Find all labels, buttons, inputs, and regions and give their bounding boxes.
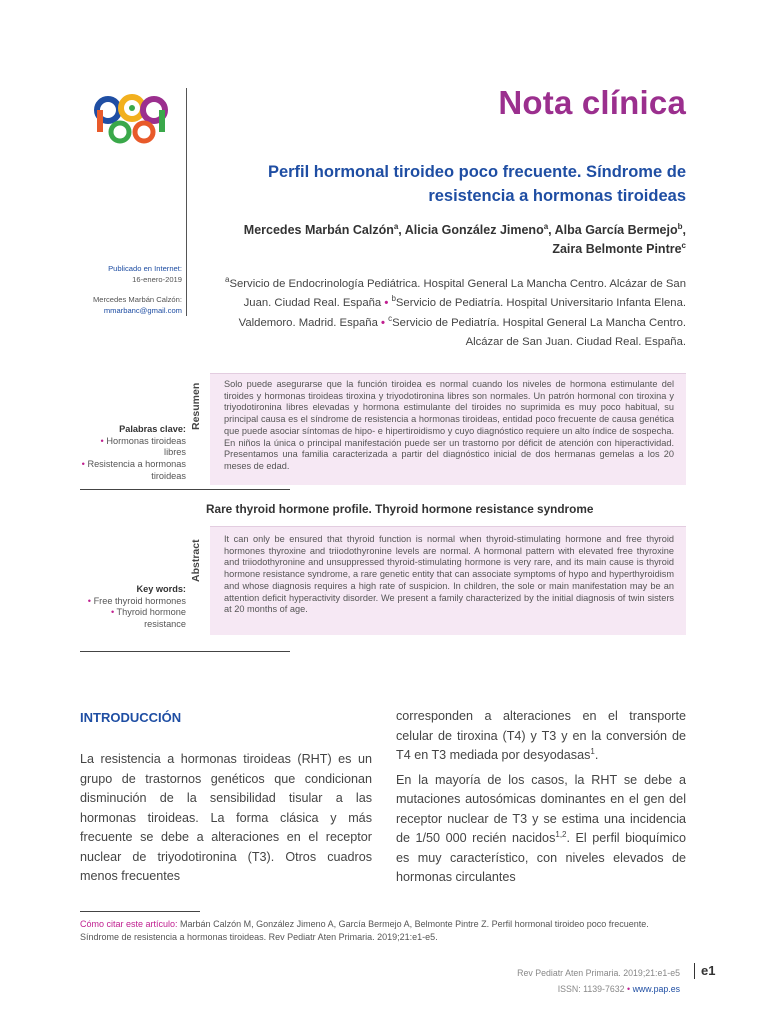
issn: ISSN: 1139-7632	[557, 983, 625, 994]
abstract-keywords: Key words: • Free thyroid hormones • Thyroid hormone resistance	[87, 584, 186, 630]
resumen-keywords: Palabras clave: • Hormonas tiroideas libres • Resistencia a hormonas tiroideas	[81, 424, 186, 481]
resumen-text: Solo puede asegurarse que la función tiroidea es normal cuando los niveles de hormona estimulante del tiroides y hormonas tiroideas tiroxina y triyodotironina libres son normales. Un patrón hormonal con tiroxina y triyodotironina libres elevadas y hormona estimulante del tiroides no suprimida es muy poco habitual, su principal causa es el síndrome de resistencia a hormonas tiroideas, entidad poco frecuente de causa genética que puede asociar síntomas de hipo- e hipertiroidismo y cuyo diagnóstico requiere un alto índice de sospecha. En niños la única o principal manifestación puede ser un trastorno por déficit de atención con hiperactividad. Presentamos una familia caracterizada a partir del diagnóstico inicial de dos hermanas gemelas a los 20 meses de edad.	[224, 379, 674, 471]
abstract-box	[210, 526, 686, 635]
journal-reference: Rev Pediatr Aten Primaria. 2019;21:e1-e5	[517, 968, 680, 978]
citation-text: Marbán Calzón M, González Jimeno A, García Bermejo A, Belmonte Pintre Z. Perfil hormonal tiroideo poco frecuente. Síndrome de resistencia a hormonas tiroideas. Rev Pediatr Aten Primaria. 2019;21:e1-e5.	[80, 919, 649, 942]
abstract-text: It can only be ensured that thyroid function is normal when thyroid-stimulating hormone and free thyroid hormones thyroxine and triiodothyronine levels are normal. A hormonal pattern with elevated free thyroxine and triiodothyronine and unsuppressed thyroid-stimulating hormone is very rare, and its main cause is thyroid hormone resistance syndrome, a rare genetic entity that can associate symptoms of hypo and hyperthyroidism and whose diagnosis requires a high rate of suspicion. In children, the sole or main manifestation may be an attention deficit hyperactivity disorder. We present a family characterized by the initial diagnosis of twin sisters at 20 months of age.	[224, 534, 674, 615]
header-divider	[186, 88, 187, 316]
introduction-heading: INTRODUCCIÓN	[80, 710, 182, 725]
footnote-rule	[80, 911, 200, 912]
affiliations: $^a$Servicio de Endocrinología Pediátrica. Hospital General La Mancha Centro. Alcázar de San Juan. Ciudad Real. España • $^b$Servicio de Pediatría. Hospital Universitario Infanta Elena. Valdemoro. Madrid. España • $^c$Servicio de Pediatría. Hospital General La Mancha Centro. Alcázar de San Juan. Ciudad Real. España.	[225, 275, 686, 348]
resumen-label: Resumen	[190, 382, 202, 430]
footer-info: Rev Pediatr Aten Primaria. 2019;21:e1-e5 ISSN: 1139-7632 • www.pap.es	[517, 968, 680, 994]
abstract-label: Abstract	[190, 539, 202, 582]
intro-paragraph-2: corresponden a alteraciones en el transporte celular de tiroxina (T4) y T3 y en la conversión de T4 en T3 mediada por desyodasas$^1$.	[396, 709, 686, 762]
journal-logo	[92, 86, 172, 146]
contact-email[interactable]: mmarbanc@gmail.com	[103, 305, 182, 315]
intro-paragraph-1: La resistencia a hormonas tiroideas (RHT) es un grupo de trastornos genéticos que condicionan disminución de la sensibilidad tisular a las hormonas tiroideas. La forma clásica y más frecuente se debe a alteraciones en el receptor nuclear de triyodotironina (T3). Otros cuadros menos frecuentes	[80, 752, 372, 883]
page-number: e1	[694, 963, 715, 979]
resumen-box	[210, 373, 686, 485]
published-label: Publicado en Internet:	[108, 264, 182, 273]
website-link[interactable]: www.pap.es	[632, 983, 680, 994]
citation-lead: Cómo citar este artículo:	[80, 919, 178, 929]
authors: Mercedes Marbán Calzón$^a$, Alicia González Jimeno$^a$, Alba García Bermejo$^b$, Zaira Belmonte Pintre$^c$	[243, 221, 686, 256]
right-column	[396, 707, 686, 893]
published-date: 16-enero-2019	[132, 274, 182, 284]
left-column	[80, 750, 372, 892]
contact-name: Mercedes Marbán Calzón:	[92, 295, 182, 304]
intro-paragraph-3: En la mayoría de los casos, la RHT se debe a mutaciones autosómicas dominantes en el gen del receptor nuclear de T3 y se estima una incidencia de 1/50 000 recién nacidos$^{1,2}$. El perfil bioquímico es muy característico, con niveles elevados de hormonas circulantes	[396, 772, 686, 884]
publication-info	[80, 264, 182, 316]
article-title: Perfil hormonal tiroideo poco frecuente. Síndrome de resistencia a hormonas tiroideas	[267, 163, 686, 205]
citation	[80, 918, 686, 944]
section-rule-2	[80, 651, 290, 652]
section-title: Nota clínica	[498, 84, 686, 121]
section-rule-1	[80, 489, 290, 490]
abstract-title: Rare thyroid hormone profile. Thyroid hormone resistance syndrome	[206, 502, 594, 516]
